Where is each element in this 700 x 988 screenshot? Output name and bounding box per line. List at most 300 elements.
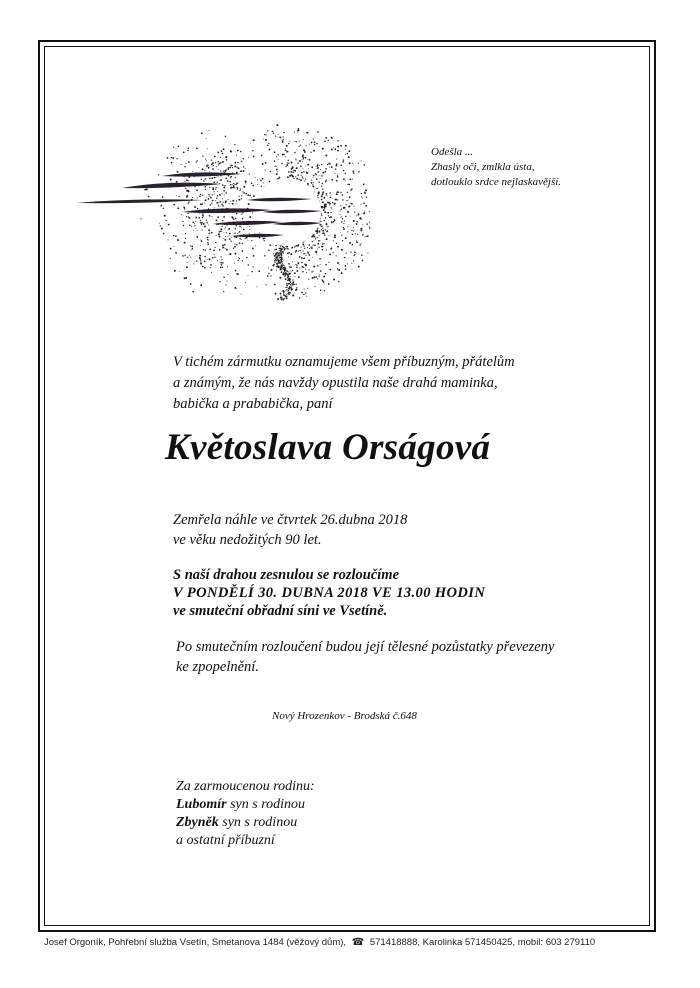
stipple-dot (360, 204, 361, 205)
stipple-dot (282, 251, 284, 253)
stipple-dot (163, 233, 165, 235)
stipple-dot (345, 145, 347, 147)
stipple-dot (235, 225, 237, 227)
stipple-dot (175, 252, 177, 254)
stipple-dot (279, 252, 280, 253)
stipple-dot (361, 230, 363, 232)
stipple-dot (308, 244, 310, 246)
stipple-dot (249, 173, 250, 174)
stipple-dot (325, 273, 327, 275)
stipple-dot (245, 238, 246, 239)
stipple-dot (219, 249, 221, 251)
stipple-dot (300, 166, 302, 168)
stipple-dot (268, 273, 269, 274)
stipple-dot (299, 267, 300, 268)
stipple-dot (211, 203, 212, 204)
stipple-dot (290, 292, 291, 293)
stipple-dot (223, 232, 224, 233)
stipple-dot (328, 212, 329, 213)
stipple-dot (288, 271, 289, 272)
stipple-dot (329, 192, 330, 193)
stipple-dot (286, 289, 287, 290)
stipple-dot (247, 240, 248, 241)
stipple-dot (321, 214, 322, 215)
stipple-dot (342, 160, 343, 161)
stipple-dot (337, 269, 338, 270)
stipple-dot (315, 238, 316, 239)
stipple-dot (248, 275, 249, 276)
cremation-line: ke zpopelnění. (176, 659, 259, 675)
stipple-dot (332, 221, 334, 223)
stipple-dot (298, 251, 299, 252)
stipple-dot (220, 195, 221, 196)
stipple-dot (225, 178, 227, 180)
stipple-dot (322, 246, 324, 248)
stipple-dot (320, 178, 321, 179)
stipple-dot (186, 216, 187, 217)
stipple-dot (188, 216, 189, 217)
stipple-dot (365, 236, 366, 237)
stipple-dot (342, 218, 343, 219)
stipple-dot (304, 246, 305, 247)
stipple-dot (318, 276, 319, 277)
stipple-dot (349, 178, 351, 180)
stipple-dot (322, 228, 323, 229)
stipple-dot (234, 165, 236, 167)
stipple-dot (303, 258, 304, 259)
stipple-dot (306, 132, 308, 134)
stipple-dot (235, 228, 237, 230)
stipple-dot (325, 168, 327, 170)
stipple-dot (253, 155, 254, 156)
stipple-dot (222, 244, 224, 246)
stipple-dot (276, 166, 277, 167)
stipple-dot (190, 283, 192, 285)
stipple-dot (230, 201, 231, 202)
stipple-dot (223, 170, 224, 171)
stipple-dot (286, 272, 288, 274)
stipple-dot (230, 253, 232, 255)
stipple-dot (302, 243, 304, 245)
stipple-dot (327, 140, 329, 142)
stipple-dot (364, 212, 365, 213)
stipple-dot (253, 139, 255, 141)
stipple-dot (274, 262, 275, 263)
stipple-dot (364, 192, 366, 194)
stipple-dot (265, 162, 267, 164)
stipple-dot (219, 183, 220, 184)
stipple-dot (229, 203, 230, 204)
stipple-dot (188, 148, 190, 150)
stipple-dot (227, 199, 228, 200)
stipple-dot (315, 251, 317, 253)
stipple-dot (216, 224, 217, 225)
death-line: Zemřela náhle ve čtvrtek 26.dubna 2018 (173, 512, 408, 528)
stipple-dot (281, 248, 282, 249)
stipple-dot (283, 273, 285, 275)
stipple-dot (321, 164, 322, 165)
stipple-dot (220, 157, 221, 158)
stipple-dot (328, 163, 329, 164)
stipple-dot (214, 156, 216, 158)
stipple-dot (215, 200, 216, 201)
stipple-dot (351, 263, 352, 264)
stipple-dot (354, 255, 355, 256)
stipple-dot (366, 223, 368, 225)
stipple-dot (193, 221, 195, 223)
stipple-dot (241, 227, 242, 228)
stipple-dot (245, 282, 246, 283)
stipple-dot (354, 254, 355, 255)
stipple-dot (317, 231, 318, 232)
stipple-dot (322, 191, 324, 193)
stipple-dot (286, 151, 288, 153)
stipple-dot (239, 196, 240, 197)
stipple-dot (329, 269, 331, 271)
stipple-dot (189, 224, 191, 226)
funeral-service-footer (44, 937, 595, 948)
stipple-dot (324, 220, 325, 221)
stipple-dot (292, 176, 294, 178)
stipple-dot (202, 217, 203, 218)
stipple-dot (251, 197, 252, 198)
stipple-dot (284, 271, 285, 272)
stipple-dot (353, 230, 354, 231)
stipple-dot (274, 160, 276, 162)
stipple-dot (222, 198, 223, 199)
stipple-dot (310, 247, 311, 248)
stipple-dot (313, 182, 314, 183)
stipple-dot (329, 205, 330, 206)
stipple-dot (297, 262, 299, 264)
stipple-dot (229, 238, 230, 239)
stipple-dot (321, 206, 323, 208)
stipple-dot (215, 162, 217, 164)
stipple-dot (185, 188, 186, 189)
family-address: Nový Hrozenkov - Brodská č.648 (272, 710, 417, 722)
stipple-dot (243, 166, 244, 167)
stipple-dot (290, 271, 291, 272)
stipple-dot (209, 130, 210, 131)
stipple-dot (196, 189, 198, 191)
stipple-dot (269, 181, 271, 183)
stipple-dot (201, 203, 203, 205)
stipple-dot (242, 218, 243, 219)
stipple-dot (235, 218, 236, 219)
stipple-dot (319, 165, 320, 166)
stipple-dot (315, 276, 317, 278)
stipple-dot (234, 263, 235, 264)
stipple-dot (226, 159, 228, 161)
stipple-dot (289, 273, 290, 274)
stipple-dot (196, 148, 198, 150)
stipple-dot (319, 235, 320, 236)
stipple-dot (218, 169, 219, 170)
stipple-dot (354, 251, 356, 253)
stipple-dot (227, 266, 228, 267)
stipple-dot (356, 215, 357, 216)
stipple-dot (342, 194, 344, 196)
stipple-dot (187, 213, 188, 214)
stipple-dot (206, 197, 207, 198)
stipple-dot (214, 177, 216, 179)
stipple-dot (325, 229, 326, 230)
stipple-dot (248, 264, 249, 265)
stipple-dot (277, 264, 278, 265)
stipple-dot (243, 229, 245, 231)
stipple-dot (304, 181, 305, 182)
stipple-dot (288, 263, 290, 265)
stipple-dot (336, 180, 338, 182)
stipple-dot (217, 152, 219, 154)
stipple-dot (341, 272, 343, 274)
stipple-dot (191, 246, 193, 248)
stipple-dot (347, 211, 349, 213)
stipple-dot (331, 138, 332, 139)
stipple-dot (276, 156, 277, 157)
stipple-dot (297, 174, 299, 176)
stipple-dot (325, 211, 326, 212)
stipple-dot (345, 180, 346, 181)
stipple-dot (309, 159, 311, 161)
stipple-dot (337, 191, 339, 193)
stipple-dot (179, 271, 180, 272)
stipple-dot (237, 233, 238, 234)
stipple-dot (282, 154, 284, 156)
stipple-dot (283, 253, 284, 254)
stipple-dot (276, 169, 278, 171)
stipple-dot (280, 293, 282, 295)
stipple-dot (286, 294, 287, 295)
stipple-dot (316, 166, 317, 167)
stipple-dot (329, 163, 331, 165)
stipple-dot (283, 294, 284, 295)
stipple-dot (284, 295, 285, 296)
stipple-dot (239, 199, 240, 200)
stipple-dot (316, 237, 317, 238)
stipple-dot (172, 157, 174, 159)
stipple-dot (287, 162, 288, 163)
stipple-dot (291, 248, 292, 249)
stipple-dot (349, 205, 351, 207)
stipple-dot (306, 255, 307, 256)
stipple-dot (197, 230, 198, 231)
stipple-dot (312, 184, 313, 185)
stipple-dot (269, 244, 271, 246)
stipple-dot (257, 184, 258, 185)
stipple-dot (258, 270, 260, 272)
stipple-dot (171, 157, 172, 158)
stipple-dot (288, 256, 289, 257)
stipple-dot (297, 162, 298, 163)
stipple-dot (276, 252, 278, 254)
stipple-dot (321, 229, 322, 230)
stipple-dot (347, 192, 348, 193)
stipple-dot (232, 200, 234, 202)
stipple-dot (201, 240, 203, 242)
stipple-dot (343, 159, 344, 160)
stipple-dot (218, 205, 220, 207)
stipple-dot (301, 247, 302, 248)
stipple-dot (210, 264, 212, 266)
stipple-dot (307, 288, 308, 289)
stipple-dot (313, 266, 315, 268)
stipple-dot (339, 264, 340, 265)
stipple-dot (268, 149, 270, 151)
stipple-dot (233, 187, 234, 188)
stipple-dot (350, 251, 351, 252)
stipple-dot (252, 185, 254, 187)
stipple-dot (296, 287, 297, 288)
stipple-dot (332, 202, 333, 203)
stipple-dot (224, 239, 226, 241)
stipple-dot (327, 226, 329, 228)
stipple-dot (305, 292, 306, 293)
stipple-dot (239, 226, 241, 228)
stipple-dot (223, 247, 225, 249)
stipple-dot (265, 139, 267, 141)
stipple-dot (309, 269, 310, 270)
stipple-dot (290, 282, 291, 283)
stipple-dot (241, 294, 242, 295)
poem-line: Zhasly oči, zmlkla ústa, (431, 161, 535, 173)
stipple-dot (333, 252, 334, 253)
stipple-dot (317, 167, 319, 169)
stipple-dot (351, 269, 352, 270)
stipple-dot (268, 268, 269, 269)
stipple-dot (220, 162, 221, 163)
stipple-dot (229, 181, 231, 183)
stipple-dot (159, 223, 160, 224)
stipple-dot (203, 223, 205, 225)
stipple-dot (329, 253, 331, 255)
stipple-dot (364, 164, 365, 165)
stipple-dot (223, 216, 225, 218)
stipple-dot (280, 269, 282, 271)
stipple-dot (242, 260, 243, 261)
stipple-dot (287, 253, 289, 255)
stipple-dot (289, 141, 290, 142)
stipple-dot (331, 247, 332, 248)
stipple-dot (288, 171, 290, 173)
stipple-dot (300, 250, 301, 251)
stipple-dot (238, 232, 239, 233)
stipple-dot (303, 253, 305, 255)
stipple-dot (279, 136, 281, 138)
stipple-dot (223, 291, 224, 292)
stipple-dot (281, 299, 282, 300)
death-details (173, 510, 407, 550)
stipple-dot (201, 229, 202, 230)
stipple-dot (209, 249, 211, 251)
stipple-dot (294, 152, 296, 154)
stipple-dot (312, 241, 313, 242)
stipple-dot (363, 202, 365, 204)
stipple-dot (303, 139, 304, 140)
stipple-dot (285, 290, 286, 291)
stipple-dot (171, 162, 172, 163)
stipple-dot (295, 176, 296, 177)
stipple-dot (222, 226, 223, 227)
stipple-dot (284, 265, 285, 266)
stipple-dot (327, 230, 329, 232)
stipple-dot (226, 281, 227, 282)
stipple-dot (202, 214, 204, 216)
stipple-dot (218, 176, 219, 177)
stipple-dot (293, 172, 294, 173)
stipple-dot (285, 278, 287, 280)
stipple-dot (262, 178, 264, 180)
stipple-dot (243, 170, 245, 172)
stipple-dot (322, 148, 324, 150)
stipple-dot (199, 213, 200, 214)
stipple-dot (247, 194, 249, 196)
stipple-dot (249, 216, 251, 218)
stipple-dot (288, 283, 290, 285)
stipple-dot (199, 255, 201, 257)
stipple-dot (292, 270, 293, 271)
stipple-dot (243, 158, 244, 159)
stipple-dot (242, 243, 243, 244)
stipple-dot (274, 151, 276, 153)
stipple-dot (330, 197, 332, 199)
stipple-dot (249, 195, 251, 197)
stipple-dot (223, 202, 224, 203)
stipple-dot (228, 167, 229, 168)
stipple-dot (285, 166, 286, 167)
stipple-dot (358, 215, 359, 216)
stipple-dot (324, 141, 326, 143)
stipple-dot (347, 226, 348, 227)
stipple-dot (293, 170, 294, 171)
stipple-dot (190, 245, 191, 246)
stipple-dot (275, 245, 277, 247)
stipple-dot (186, 266, 188, 268)
stipple-dot (223, 205, 224, 206)
stipple-dot (301, 175, 302, 176)
stipple-dot (248, 157, 249, 158)
stipple-dot (160, 225, 161, 226)
stipple-dot (317, 229, 319, 231)
stipple-dot (365, 189, 367, 191)
stipple-dot (199, 186, 200, 187)
stipple-dot (347, 231, 348, 232)
family-member (176, 796, 315, 814)
stipple-dot (336, 193, 338, 195)
stipple-dot (294, 132, 295, 133)
stipple-dot (317, 248, 318, 249)
stipple-dot (348, 150, 350, 152)
stipple-dot (203, 249, 204, 250)
stipple-dot (299, 160, 301, 162)
stipple-dot (337, 262, 339, 264)
stipple-dot (343, 228, 345, 230)
stipple-dot (286, 287, 287, 288)
stipple-dot (308, 168, 309, 169)
stipple-dot (318, 191, 320, 193)
stipple-dot (305, 178, 306, 179)
stipple-dot (282, 263, 283, 264)
stipple-dot (322, 230, 324, 232)
stipple-dot (316, 188, 318, 190)
stipple-dot (336, 255, 337, 256)
stipple-dot (295, 289, 297, 291)
stipple-dot (177, 239, 179, 241)
stipple-dot (195, 217, 197, 219)
stipple-dot (174, 246, 175, 247)
stipple-dot (183, 151, 185, 153)
stipple-dot (216, 166, 217, 167)
